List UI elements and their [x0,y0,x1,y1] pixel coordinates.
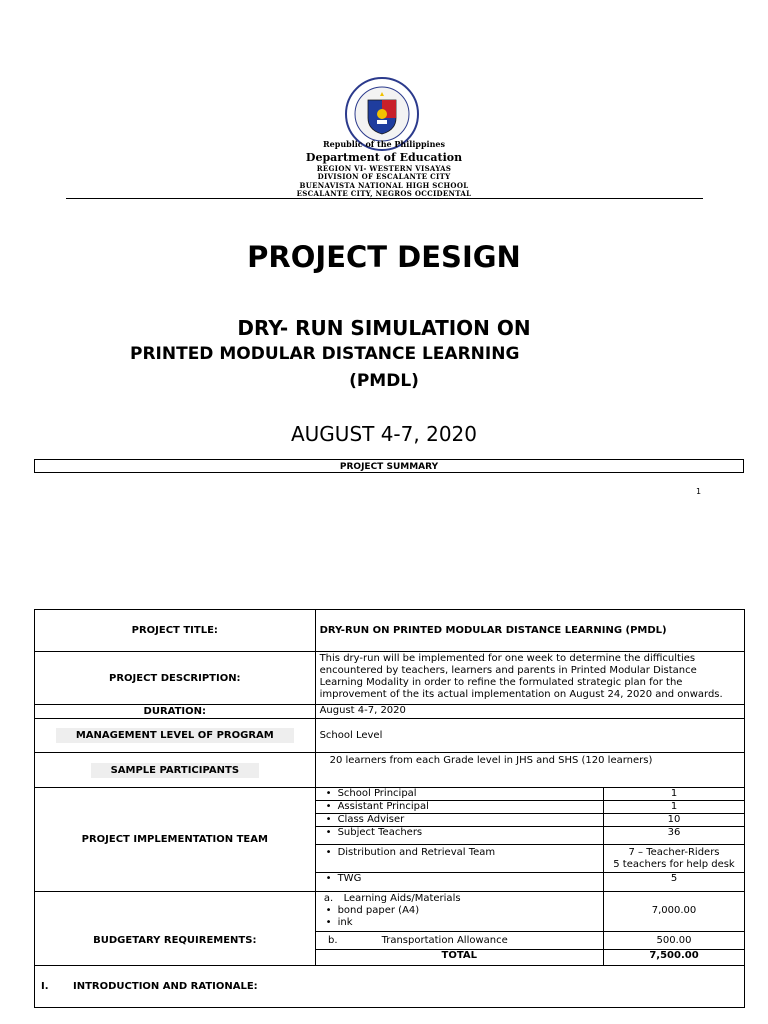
team-role: • Subject Teachers [316,827,604,845]
table-row [35,753,745,788]
table-row [35,652,745,705]
team-role: • Distribution and Retrieval Team [316,845,604,873]
team-count: 1 [604,788,745,801]
budget-label: BUDGETARY REQUIREMENTS: [35,891,316,965]
budget-cell [315,891,744,965]
team-role-text: Distribution and Retrieval Team [337,847,496,858]
team-row [316,827,744,845]
project-title-value: DRY-RUN ON PRINTED MODULAR DISTANCE LEARNING (PMDL) [315,610,744,652]
team-label: PROJECT IMPLEMENTATION TEAM [35,788,316,892]
team-count: 1 [604,801,745,814]
team-count: 5 [604,873,745,891]
team-role-text: Class Adviser [337,814,405,825]
team-role: • TWG [316,873,604,891]
participants-value: 20 learners from each Grade level in JHS and SHS (120 learners) [315,753,744,788]
total-amount: 7,500.00 [604,950,745,965]
table-row [35,610,745,652]
team-role: • School Principal [316,788,604,801]
republic-line: Republic of the Philippines [322,139,445,149]
budget-a-heading [320,893,599,905]
table-row [35,719,745,753]
subtitle-line-1: DRY- RUN SIMULATION ON [237,316,531,340]
budget-row [316,892,744,932]
table-row [35,965,745,1007]
team-row [316,801,744,814]
school-line: BUENAVISTA NATIONAL HIGH SCHOOL [299,181,469,190]
team-role: • Class Adviser [316,814,604,827]
budget-total-row [316,950,744,965]
region-line: REGION VI- WESTERN VISAYAS [316,164,452,173]
page-title: PROJECT DESIGN [247,240,521,274]
project-summary-table [34,609,745,1008]
budget-b-amount: 500.00 [604,932,745,950]
project-summary-heading: PROJECT SUMMARY [34,459,744,473]
team-row [316,873,744,891]
header-divider [66,198,703,199]
budget-b-marker: b. [328,934,338,946]
table-row [35,788,745,892]
table-row [35,891,745,965]
team-role-text: TWG [337,873,362,884]
team-row [316,845,744,873]
team-role-text: School Principal [337,788,417,799]
budget-b-title: Transportation Allowance [381,934,508,946]
team-role: • Assistant Principal [316,801,604,814]
page-number: 1 [696,487,702,496]
team-count: 10 [604,814,745,827]
department-line: Department of Education [305,151,463,164]
subtitle-line-3: (PMDL) [349,371,419,391]
budget-a-item-text: ink [337,916,353,928]
division-line: DIVISION OF ESCALANTE CITY [317,172,451,181]
budget-a-amount: 7,000.00 [604,892,745,932]
participants-label [35,753,316,788]
team-count-line: 5 teachers for help desk [613,859,735,870]
team-count: 36 [604,827,745,845]
total-label: TOTAL [316,950,604,965]
team-row [316,814,744,827]
project-description-value: This dry-run will be implemented for one week to determine the difficulties encountered by teachers, learners and parents in Printed Modular Distance Learning Modality in order to refine the formulated strategic plan for the improvement of the its actual implementation on August 24, 2020 and onwards. [315,652,744,705]
budget-a-title: Learning Aids/Materials [343,892,461,904]
budget-a-marker: a. [323,892,334,904]
team-cell [315,788,744,892]
budget-table [316,892,744,965]
team-count-line: 7 – Teacher-Riders [628,847,720,858]
management-label [35,719,316,753]
budget-a-item-text: bond paper (A4) [337,904,420,916]
team-role-text: Assistant Principal [337,801,429,812]
management-value: School Level [315,719,744,753]
team-row [316,788,744,801]
duration-label: DURATION: [35,705,316,719]
table-row [35,705,745,719]
section-heading [35,965,745,1007]
section-number: I. [41,980,49,992]
management-label-text: MANAGEMENT LEVEL OF PROGRAM [56,728,294,743]
budget-a-item: • bond paper (A4) [325,904,420,916]
team-table [316,788,744,891]
section-title: INTRODUCTION AND RATIONALE: [73,980,258,992]
project-title-label: PROJECT TITLE: [35,610,316,652]
team-count [604,845,745,873]
budget-row [316,932,744,950]
team-role-text: Subject Teachers [337,827,423,838]
budget-b [316,932,604,950]
subtitle-line-2: PRINTED MODULAR DISTANCE LEARNING [130,344,520,364]
budget-a [316,892,604,932]
participants-label-text: SAMPLE PARTICIPANTS [91,763,259,778]
duration-value: August 4-7, 2020 [315,705,744,719]
address-line: ESCALANTE CITY, NEGROS OCCIDENTAL [296,189,472,198]
budget-a-item: • ink [325,916,353,928]
project-date: AUGUST 4-7, 2020 [290,422,477,446]
project-description-label: PROJECT DESCRIPTION: [35,652,316,705]
